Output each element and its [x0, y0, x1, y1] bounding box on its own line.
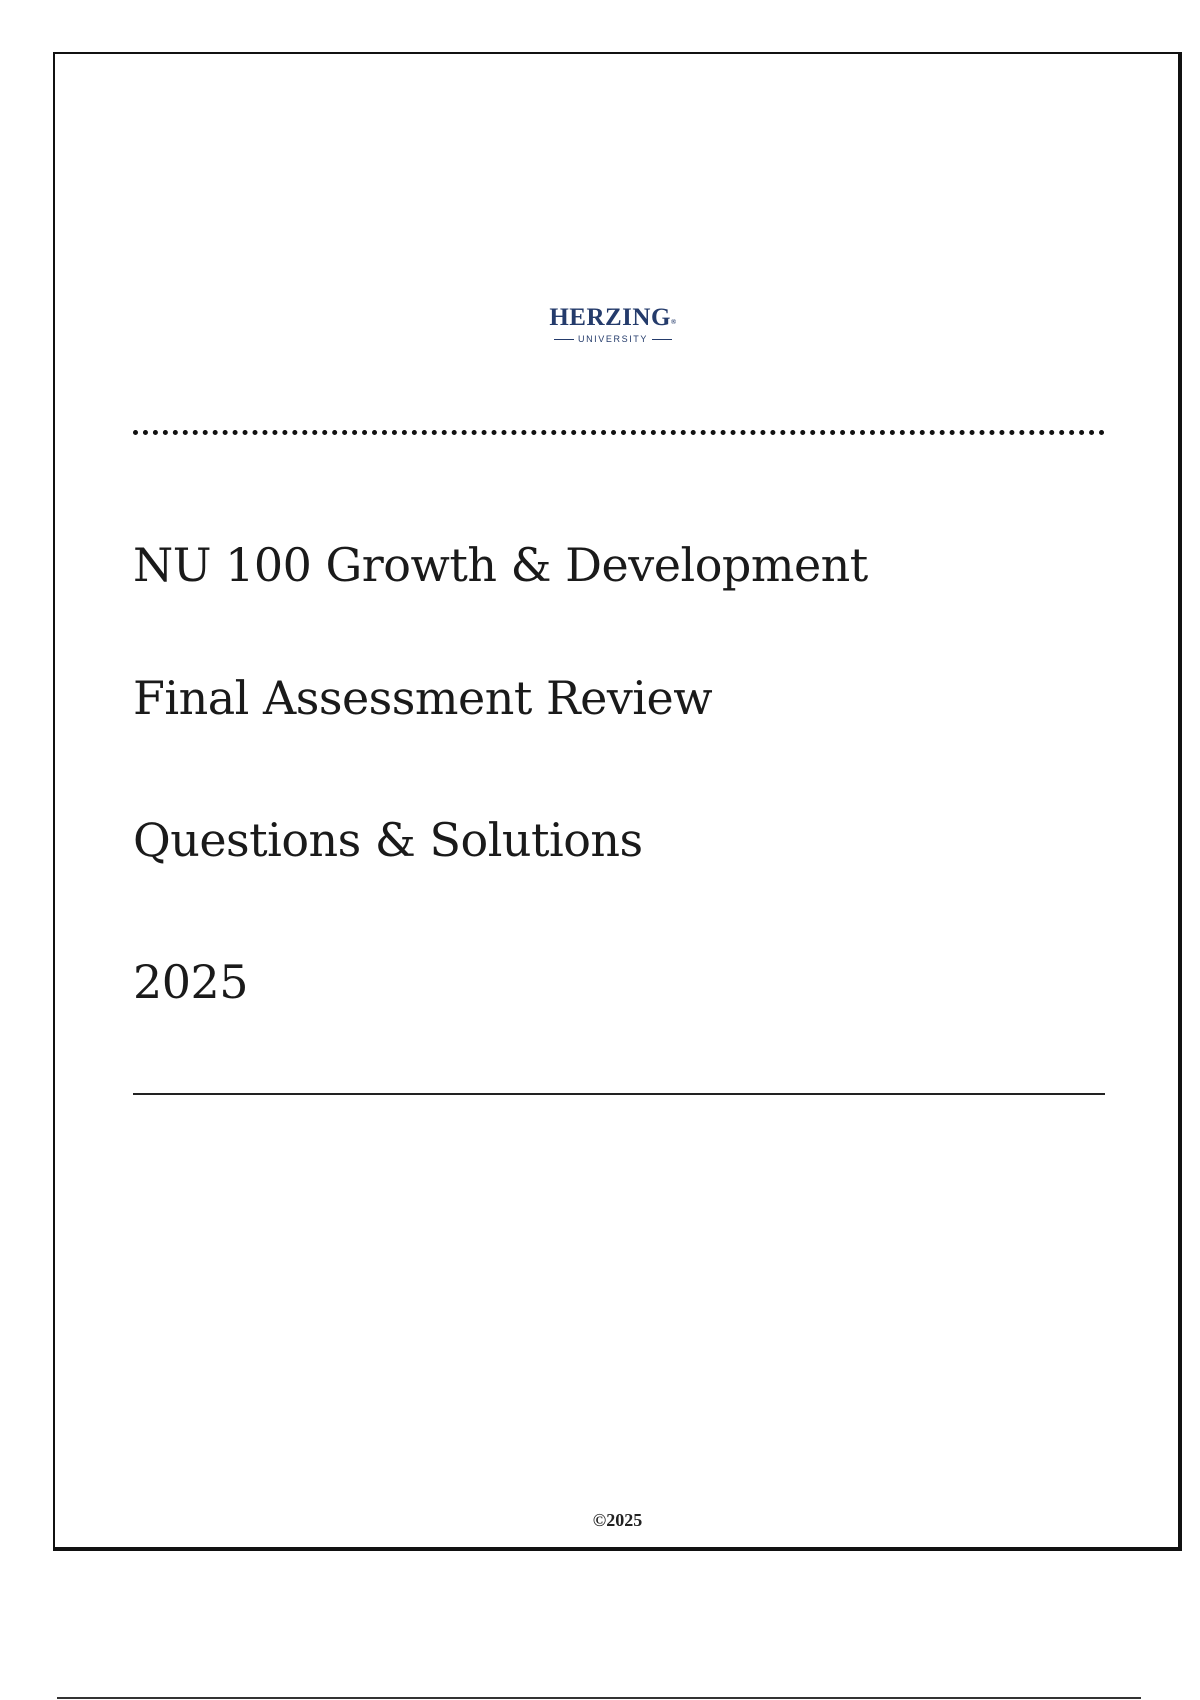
title-subject: Final Assessment Review: [133, 671, 713, 725]
copyright-notice: ©2025: [592, 1510, 643, 1530]
university-logo: [533, 303, 693, 363]
page-bottom-rule: [57, 1697, 1141, 1699]
page-border: [53, 52, 1182, 1551]
dotted-divider: [133, 430, 1105, 435]
logo-rule-right: [652, 339, 672, 340]
title-content: Questions & Solutions: [133, 813, 643, 867]
logo-subtitle-text: UNIVERSITY: [577, 334, 648, 344]
logo-subtitle: [533, 333, 693, 345]
title-course: NU 100 Growth & Development: [133, 538, 868, 592]
logo-wordmark: HERZING®: [549, 304, 677, 331]
title-year: 2025: [133, 955, 249, 1009]
registered-mark: ®: [670, 318, 677, 326]
logo-rule-left: [554, 339, 574, 340]
solid-divider: [133, 1093, 1105, 1095]
